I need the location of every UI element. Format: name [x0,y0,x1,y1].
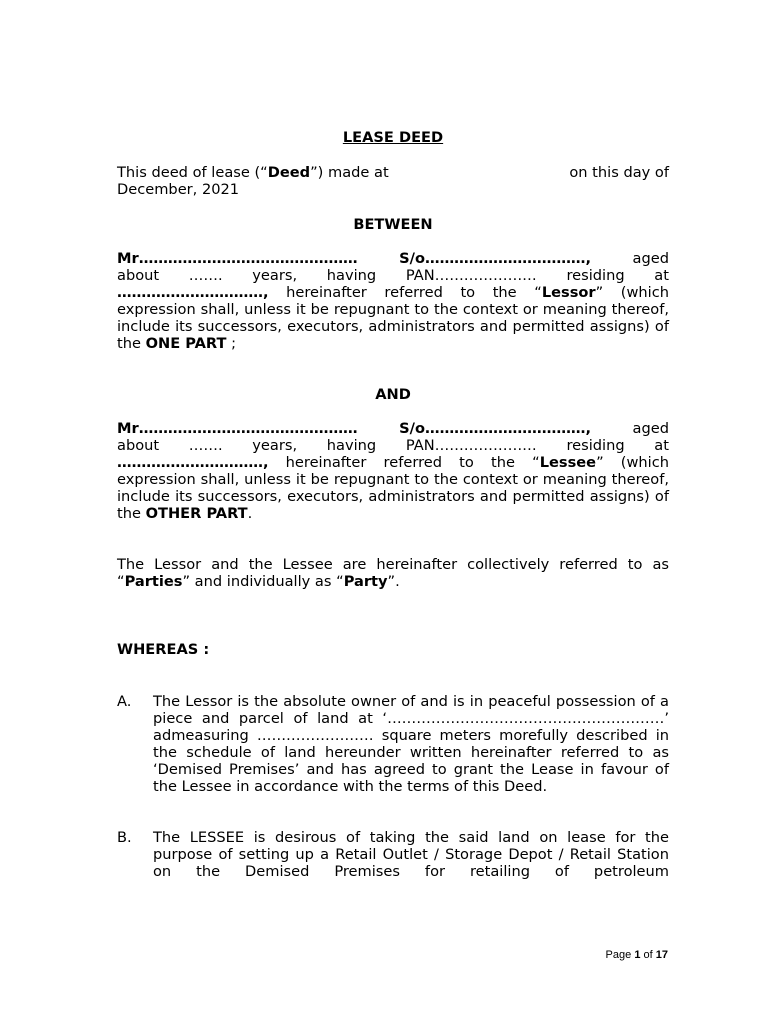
and-heading: AND [375,386,411,403]
page-number: Page 1 of 17 [605,949,668,961]
clause-marker: A. [117,693,132,710]
clause-text: The Lessor is the absolute owner of and is in peaceful possession of a piece and parcel of land at ‘…………………………………………………’ admeasuring …………………… square meters morefully described in the schedule of land hereunder written hereinafter referred to as ‘Demised Premises’ and has agreed to grant the Lease in favour of the Lessee in accordance with the terms of this Deed. [153,693,669,795]
lessee-line2: about ……. years, having PAN………………… residing at [117,437,669,454]
clause-marker: B. [117,829,132,846]
document-title: LEASE DEED [342,129,444,146]
lessor-line2: about ……. years, having PAN………………… residing at [117,267,669,284]
intro-paragraph: This deed of lease (“Deed”) made at on this day of December, 2021 [117,164,669,198]
whereas-heading: WHEREAS : [117,641,210,658]
clause-b [117,829,669,880]
clause-a [117,693,669,795]
lessee-paragraph: Mr……………………………………… S/o……………………………, aged about ……. years, having PAN………………… residing at …………………………, hereinafter referred to the “Lessee” (which expression shall, unless it be repugnant to the context or meaning thereof, include its successors, executors, administrators and permitted assigns) of the OTHER PART. [117,420,670,522]
clause-text: The LESSEE is desirous of taking the said land on lease for the purpose of setting up a Retail Outlet / Storage Depot / Retail Station on the Demised Premises for retailing of petroleum [153,829,669,880]
lessor-paragraph: Mr……………………………………… S/o……………………………, aged about ……. years, having PAN………………… residing at …………………………, hereinafter referred to the “Lessor” (which expression shall, unless it be repugnant to the context or meaning thereof, include its successors, executors, administrators and permitted assigns) of the ONE PART ; [117,250,669,352]
parties-paragraph: The Lessor and the Lessee are hereinafter collectively referred to as “Parties” and individually as “Party”. [117,556,669,590]
between-heading: BETWEEN [353,216,433,233]
